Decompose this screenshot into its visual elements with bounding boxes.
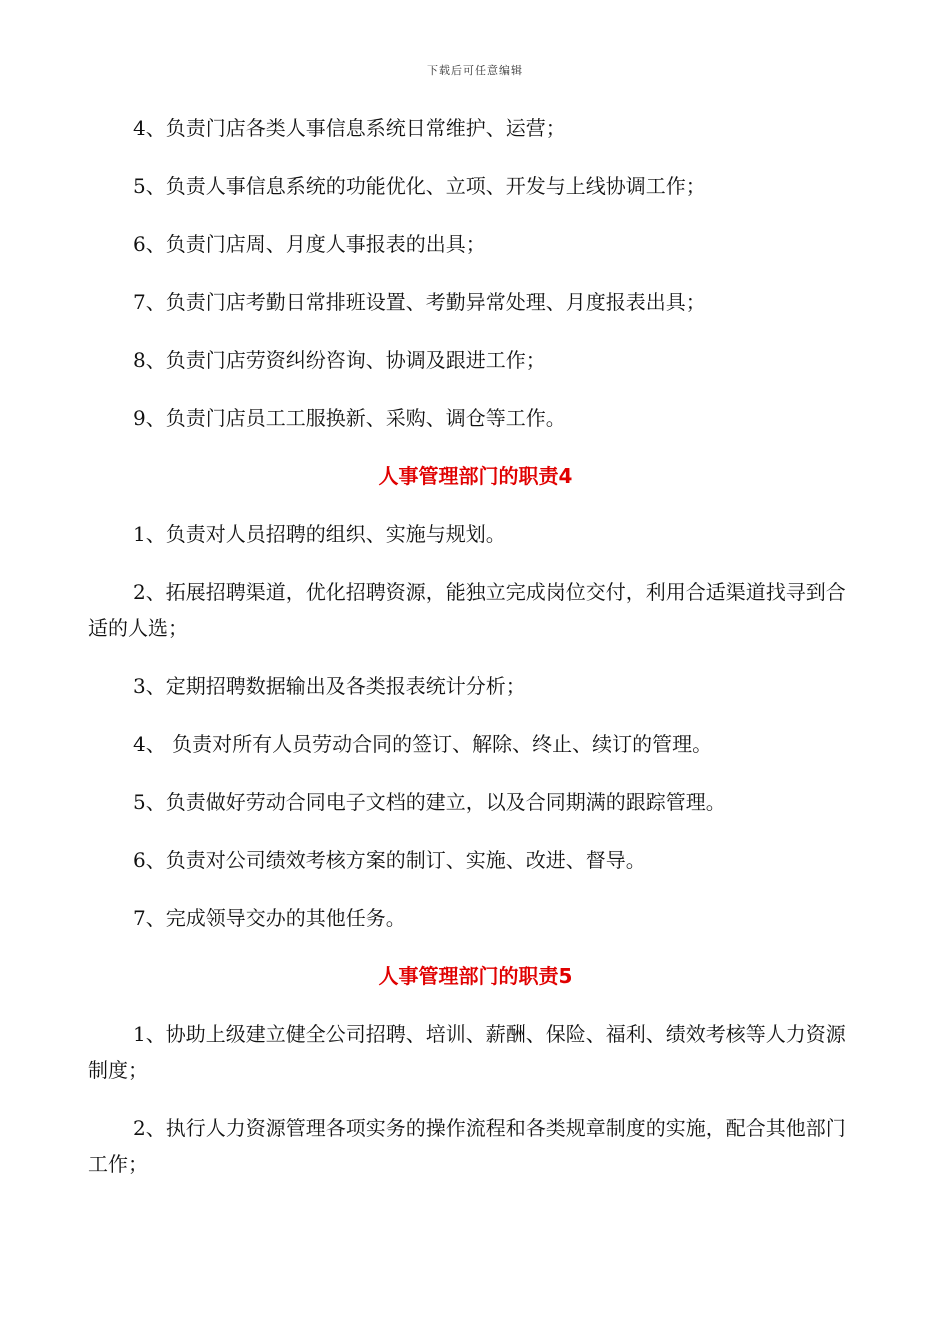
list-item: 5、负责做好劳动合同电子文档的建立，以及合同期满的跟踪管理。 [133,790,726,814]
list-item: 7、负责门店考勤日常排班设置、考勤异常处理、月度报表出具； [133,290,706,314]
section-heading-5: 人事管理部门的职责5 [378,964,573,988]
header-note: 下载后可任意编辑 [427,64,523,77]
list-item: 6、负责门店周、月度人事报表的出具； [133,232,486,256]
list-item: 5、负责人事信息系统的功能优化、立项、开发与上线协调工作； [133,174,706,198]
list-item: 6、负责对公司绩效考核方案的制订、实施、改进、督导。 [133,848,646,872]
list-item: 7、完成领导交办的其他任务。 [133,906,406,930]
list-item: 2、执行人力资源管理各项实务的操作流程和各类规章制度的实施，配合其他部门工作； [88,1116,846,1176]
list-item: 2、拓展招聘渠道，优化招聘资源，能独立完成岗位交付，利用合适渠道找寻到合适的人选； [88,580,846,640]
list-item: 9、负责门店员工工服换新、采购、调仓等工作。 [133,406,566,430]
document-body [88,110,863,1204]
list-item: 1、负责对人员招聘的组织、实施与规划。 [133,522,506,546]
section-heading-4: 人事管理部门的职责4 [378,464,573,488]
list-item: 1、协助上级建立健全公司招聘、培训、薪酬、保险、福利、绩效考核等人力资源制度； [88,1022,846,1082]
list-item: 8、负责门店劳资纠纷咨询、协调及跟进工作； [133,348,546,372]
list-item: 4、负责门店各类人事信息系统日常维护、运营； [133,116,566,140]
list-item: 3、定期招聘数据输出及各类报表统计分析； [133,674,526,698]
list-item: 4、 负责对所有人员劳动合同的签订、解除、终止、续订的管理。 [133,732,713,756]
